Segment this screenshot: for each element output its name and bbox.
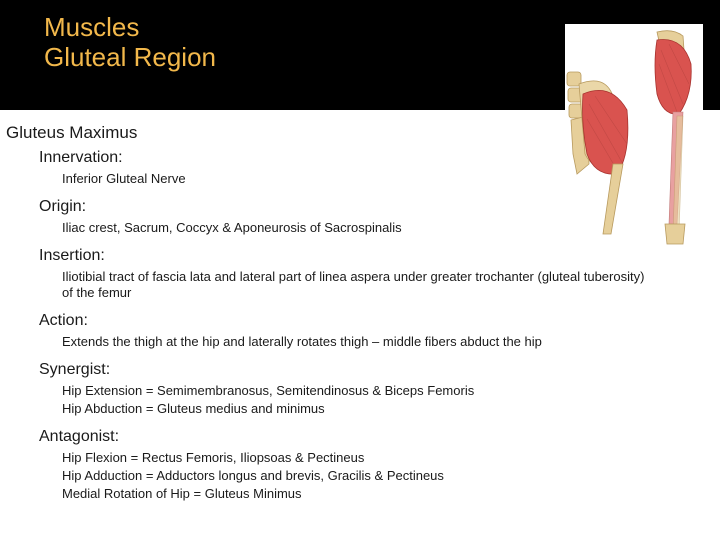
muscle-name: Gluteus Maximus bbox=[6, 123, 138, 142]
section-heading: Innervation: bbox=[39, 149, 123, 166]
list-item bbox=[6, 383, 646, 399]
section-heading: Synergist: bbox=[39, 361, 111, 378]
list-item-text: Hip Abduction = Gluteus medius and minimus bbox=[62, 401, 325, 416]
list-item-text: Extends the thigh at the hip and laterally rotates thigh – middle fibers abduct the hip bbox=[62, 334, 542, 349]
list-item bbox=[6, 486, 646, 502]
list-item-text: Iliac crest, Sacrum, Coccyx & Aponeurosis of Sacrospinalis bbox=[62, 220, 402, 235]
list-item-text: Hip Adduction = Adductors longus and brevis, Gracilis & Pectineus bbox=[62, 468, 444, 483]
slide-title bbox=[44, 12, 216, 72]
list-item bbox=[6, 269, 646, 301]
section-heading: Insertion: bbox=[39, 247, 105, 264]
list-item bbox=[6, 450, 646, 466]
section-antagonist bbox=[6, 426, 646, 448]
title-line-2: Gluteal Region bbox=[44, 42, 216, 72]
list-item bbox=[6, 220, 646, 236]
list-item-text: Hip Extension = Semimembranosus, Semitendinosus & Biceps Femoris bbox=[62, 383, 475, 398]
list-item-text: Hip Flexion = Rectus Femoris, Iliopsoas & Pectineus bbox=[62, 450, 365, 465]
title-line-1: Muscles bbox=[44, 12, 140, 42]
list-item bbox=[6, 401, 646, 417]
list-item-text: Inferior Gluteal Nerve bbox=[62, 171, 186, 186]
section-insertion bbox=[6, 245, 646, 267]
section-synergist bbox=[6, 359, 646, 381]
section-action bbox=[6, 310, 646, 332]
section-heading: Action: bbox=[39, 312, 88, 329]
list-item-text: Medial Rotation of Hip = Gluteus Minimus bbox=[62, 486, 302, 501]
section-heading: Antagonist: bbox=[39, 428, 120, 445]
slide-content bbox=[6, 122, 646, 502]
list-item bbox=[6, 334, 646, 350]
list-item bbox=[6, 171, 646, 187]
list-item bbox=[6, 468, 646, 484]
section-heading: Origin: bbox=[39, 198, 87, 215]
section-origin bbox=[6, 196, 646, 218]
section-innervation bbox=[6, 147, 646, 169]
list-item-text: Iliotibial tract of fascia lata and lateral part of linea aspera under greater trochanter (gluteal tuberosity) of the femur bbox=[62, 269, 645, 300]
